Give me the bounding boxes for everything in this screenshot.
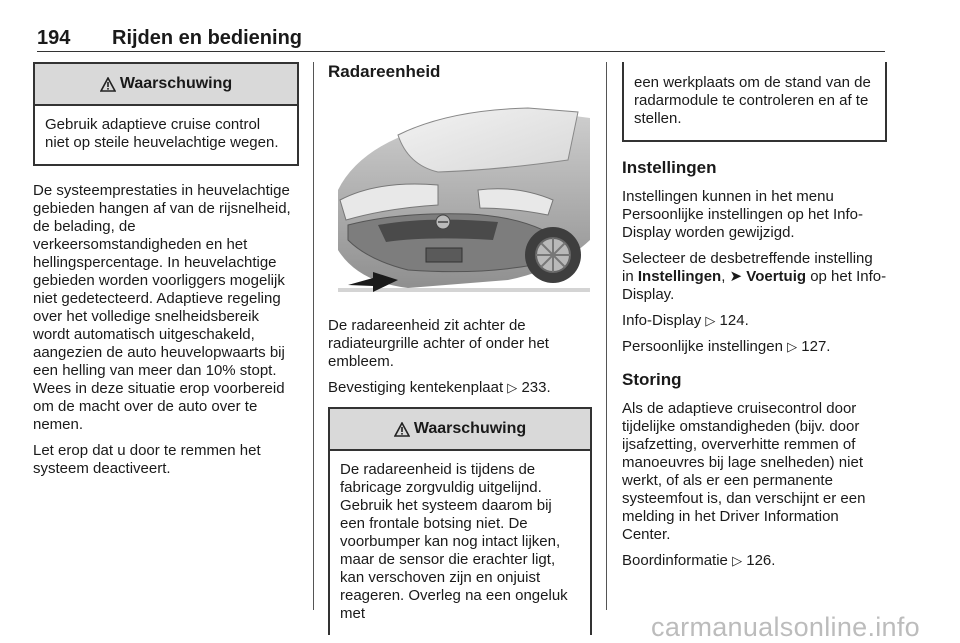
reference-label: Bevestiging kentekenplaat — [328, 379, 504, 396]
reference-page: 233. — [521, 379, 551, 396]
warning-header — [35, 64, 297, 106]
warning-box-continued — [622, 62, 887, 142]
section-title: Rijden en bediening — [112, 27, 303, 49]
reference-label: Persoonlijke instellingen — [622, 338, 783, 355]
section-heading: Instellingen — [622, 158, 717, 177]
page-reference-arrow-icon: ▷ — [732, 553, 743, 568]
column-divider — [606, 62, 607, 610]
cross-reference — [328, 379, 592, 397]
column-2 — [328, 62, 592, 635]
warning-box — [33, 62, 299, 166]
page-header — [37, 27, 885, 52]
page-reference-arrow-icon: ▷ — [507, 380, 518, 395]
section-heading: Storing — [622, 370, 682, 389]
menu-arrow-icon: ➤ — [729, 268, 743, 285]
watermark: carmanualsonline.info — [651, 612, 920, 642]
warning-text: De radareenheid is tijdens de fabricage zorgvuldig uitgelijnd. Gebruik het systeem daarom bij een frontale botsing niet. De voorbumper kan nog intact lijken, maar de sensor die erachter ligt, kan verschoven zijn en onjuist reageren. Overleg na een ongeluk met — [340, 461, 568, 622]
warning-header — [330, 409, 590, 451]
warning-title: Waarschuwing — [119, 75, 233, 92]
paragraph: Instellingen kunnen in het menu Persoonlijke instellingen op het Info-Display worden gewijzigd. — [622, 188, 863, 241]
page-reference-arrow-icon: ▷ — [787, 339, 798, 354]
paragraph: Selecteer de desbetreffende instelling in Instellingen, ➤ Voertuig op het Info-Display. — [622, 250, 887, 303]
menu-label-voertuig: Voertuig — [746, 268, 807, 285]
page-reference-arrow-icon: ▷ — [705, 313, 716, 328]
cross-reference — [622, 312, 887, 330]
cross-reference — [622, 338, 887, 356]
warning-text: een werkplaats om de stand van de radarmodule te controleren en af te stellen. — [634, 74, 871, 127]
paragraph: De radareenheid zit achter de radiateurgrille achter of onder het embleem. — [328, 317, 549, 370]
column-1 — [33, 62, 299, 486]
cross-reference — [622, 552, 887, 570]
column-3 — [622, 62, 887, 578]
reference-page: 127. — [801, 338, 831, 355]
paragraph-text: op het Info-Display. — [622, 268, 887, 303]
paragraph: De systeemprestaties in heuvelachtige gebieden hangen af van de rijsnelheid, de belading, de verkeersomstandigheden en het hellingspercentage. In heuvelachtige gebieden worden voorliggers mogelijk niet gedetecteerd. Adaptieve regeling over het volledige snelheidsbereik wordt automatisch uitgeschakeld, aangezien de auto heuvelopwaarts bij een helling van meer dan 10% stopt. Wees in deze situatie erop voorbereid om de macht over de auto over te nemen. — [33, 182, 291, 433]
reference-label: Boordinformatie — [622, 552, 728, 569]
warning-text: Gebruik adaptieve cruise control niet op steile heuvelachtige wegen. — [45, 116, 279, 151]
car-radar-illustration — [328, 90, 590, 300]
paragraph: Als de adaptieve cruisecontrol door tijdelijke omstandigheden (bijv. door ijsafzetting, oververhitte remmen of manoeuvres bij lage snelheden) niet werkt, of als er een permanente systeemfout is, dan verschijnt er een melding in het Driver Information Center. — [622, 400, 866, 543]
warning-triangle-icon — [394, 422, 410, 437]
reference-page: 124. — [719, 312, 749, 329]
column-divider — [313, 62, 314, 610]
reference-label: Info-Display — [622, 312, 702, 329]
warning-title: Waarschuwing — [413, 420, 527, 437]
paragraph: Let erop dat u door te remmen het systeem deactiveert. — [33, 442, 261, 477]
page-number: 194 — [37, 27, 71, 49]
paragraph-text: Selecteer de desbetreffende instelling in — [622, 250, 873, 285]
menu-label-instellingen: Instellingen — [637, 268, 722, 285]
warning-box — [328, 407, 592, 635]
section-heading: Radareenheid — [328, 62, 441, 81]
reference-page: 126. — [746, 552, 776, 569]
warning-triangle-icon — [100, 77, 116, 92]
